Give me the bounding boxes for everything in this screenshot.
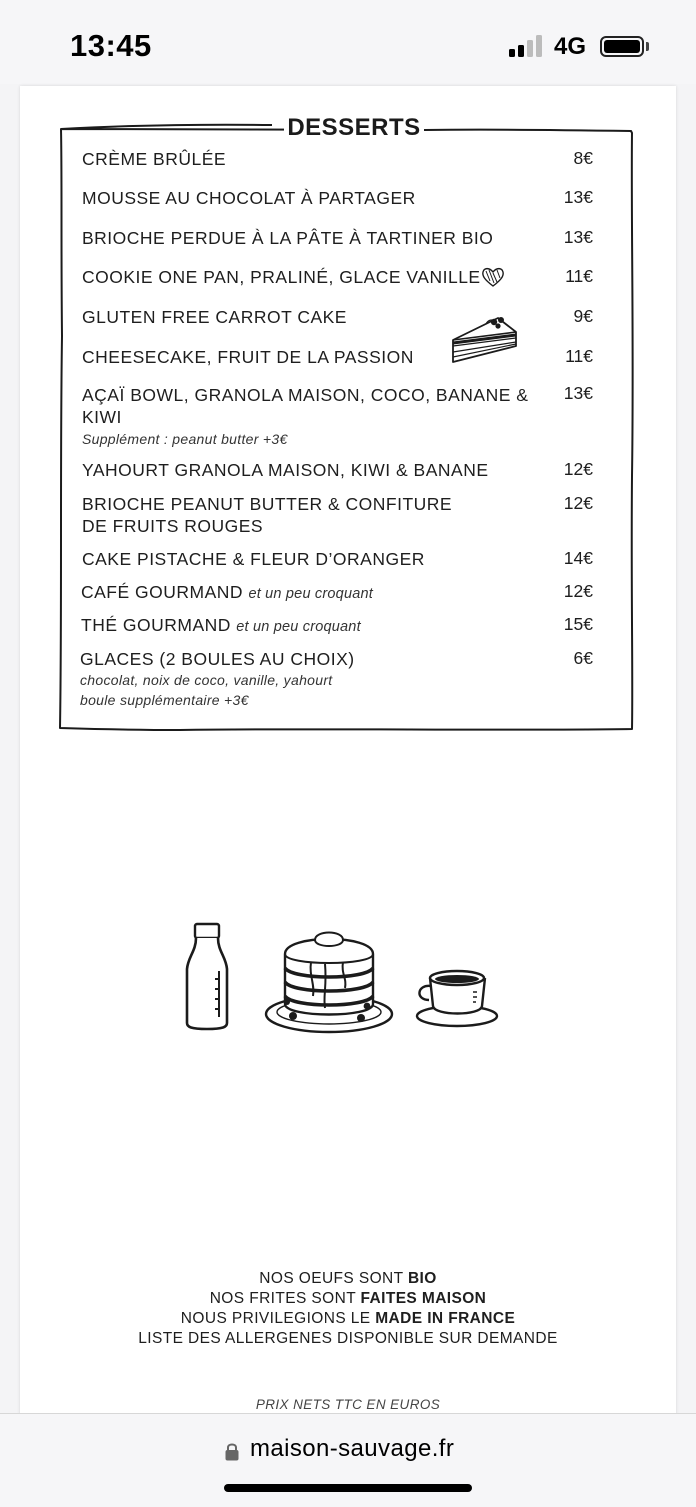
footer-line-bio: NOS OEUFS SONT BIO	[259, 1270, 437, 1287]
item-name-line1: AÇAÏ BOWL, GRANOLA MAISON, COCO, BANANE &	[82, 385, 529, 405]
pancakes-icon	[263, 926, 395, 1038]
item-note: Supplément : peanut butter +3€	[82, 431, 288, 447]
home-indicator[interactable]	[224, 1484, 472, 1492]
item-price: 12€	[563, 581, 593, 601]
item-price: 11€	[565, 266, 593, 286]
battery-icon	[600, 36, 644, 57]
item-price: 15€	[563, 614, 593, 634]
item-name	[81, 614, 361, 639]
url-text[interactable]: maison-sauvage.fr	[250, 1435, 455, 1462]
item-name: CHEESECAKE, FRUIT DE LA PASSION	[82, 347, 414, 367]
item-name: YAHOURT GRANOLA MAISON, KIWI & BANANE	[82, 460, 489, 480]
network-label: 4G	[554, 33, 587, 60]
status-bar	[0, 0, 696, 84]
item-name	[81, 581, 373, 606]
item-name: GLACES (2 BOULES AU CHOIX)	[80, 649, 355, 669]
item-price: 12€	[563, 493, 593, 513]
item-price: 13€	[563, 187, 593, 207]
item-name: GLUTEN FREE CARROT CAKE	[82, 307, 347, 327]
item-name-line1: BRIOCHE PEANUT BUTTER & CONFITURE	[82, 494, 453, 514]
menu-page	[20, 86, 676, 1426]
item-name-line2: KIWI	[82, 407, 122, 427]
item-price: 13€	[563, 227, 593, 247]
menu-title: DESSERTS	[284, 114, 424, 142]
lock-icon	[225, 1442, 239, 1461]
item-price: 12€	[563, 459, 593, 479]
cake-slice-icon	[450, 312, 522, 366]
item-price: 13€	[563, 383, 593, 403]
prices-note: PRIX NETS TTC EN EUROS	[255, 1397, 441, 1412]
item-name: COOKIE ONE PAN, PRALINÉ, GLACE VANILLE	[82, 267, 481, 287]
item-name: CRÈME BRÛLÉE	[82, 149, 227, 169]
footer-line-france: NOUS PRIVILEGIONS LE MADE IN FRANCE	[180, 1310, 516, 1327]
item-name: MOUSSE AU CHOCOLAT À PARTAGER	[82, 188, 416, 208]
status-time: 13:45	[70, 28, 152, 63]
signal-icon	[509, 35, 545, 57]
item-name: CAKE PISTACHE & FLEUR D’ORANGER	[82, 549, 425, 569]
milk-bottle-icon	[183, 921, 233, 1031]
item-name-text: THÉ GOURMAND	[81, 615, 231, 635]
item-price: 14€	[563, 548, 593, 568]
footer-line-allergens: LISTE DES ALLERGENES DISPONIBLE SUR DEMANDE	[138, 1330, 558, 1347]
footer-line-fries: NOS FRITES SONT FAITES MAISON	[209, 1290, 487, 1307]
item-name-text: CAFÉ GOURMAND	[81, 582, 244, 602]
item-note: et un peu croquant	[236, 619, 361, 635]
item-name: BRIOCHE PERDUE À LA PÂTE À TARTINER BIO	[82, 228, 494, 248]
item-price: 8€	[573, 148, 593, 168]
item-price: 6€	[573, 648, 593, 668]
browser-address-bar[interactable]	[0, 1413, 696, 1507]
item-note: boule supplémentaire +3€	[80, 692, 249, 708]
item-name-line2: DE FRUITS ROUGES	[82, 516, 264, 536]
heart-icon	[481, 266, 505, 288]
coffee-cup-icon	[413, 966, 503, 1032]
item-note: chocolat, noix de coco, vanille, yahourt	[80, 672, 333, 688]
item-price: 11€	[565, 346, 593, 366]
item-price: 9€	[573, 306, 593, 326]
item-note: et un peu croquant	[248, 586, 373, 602]
